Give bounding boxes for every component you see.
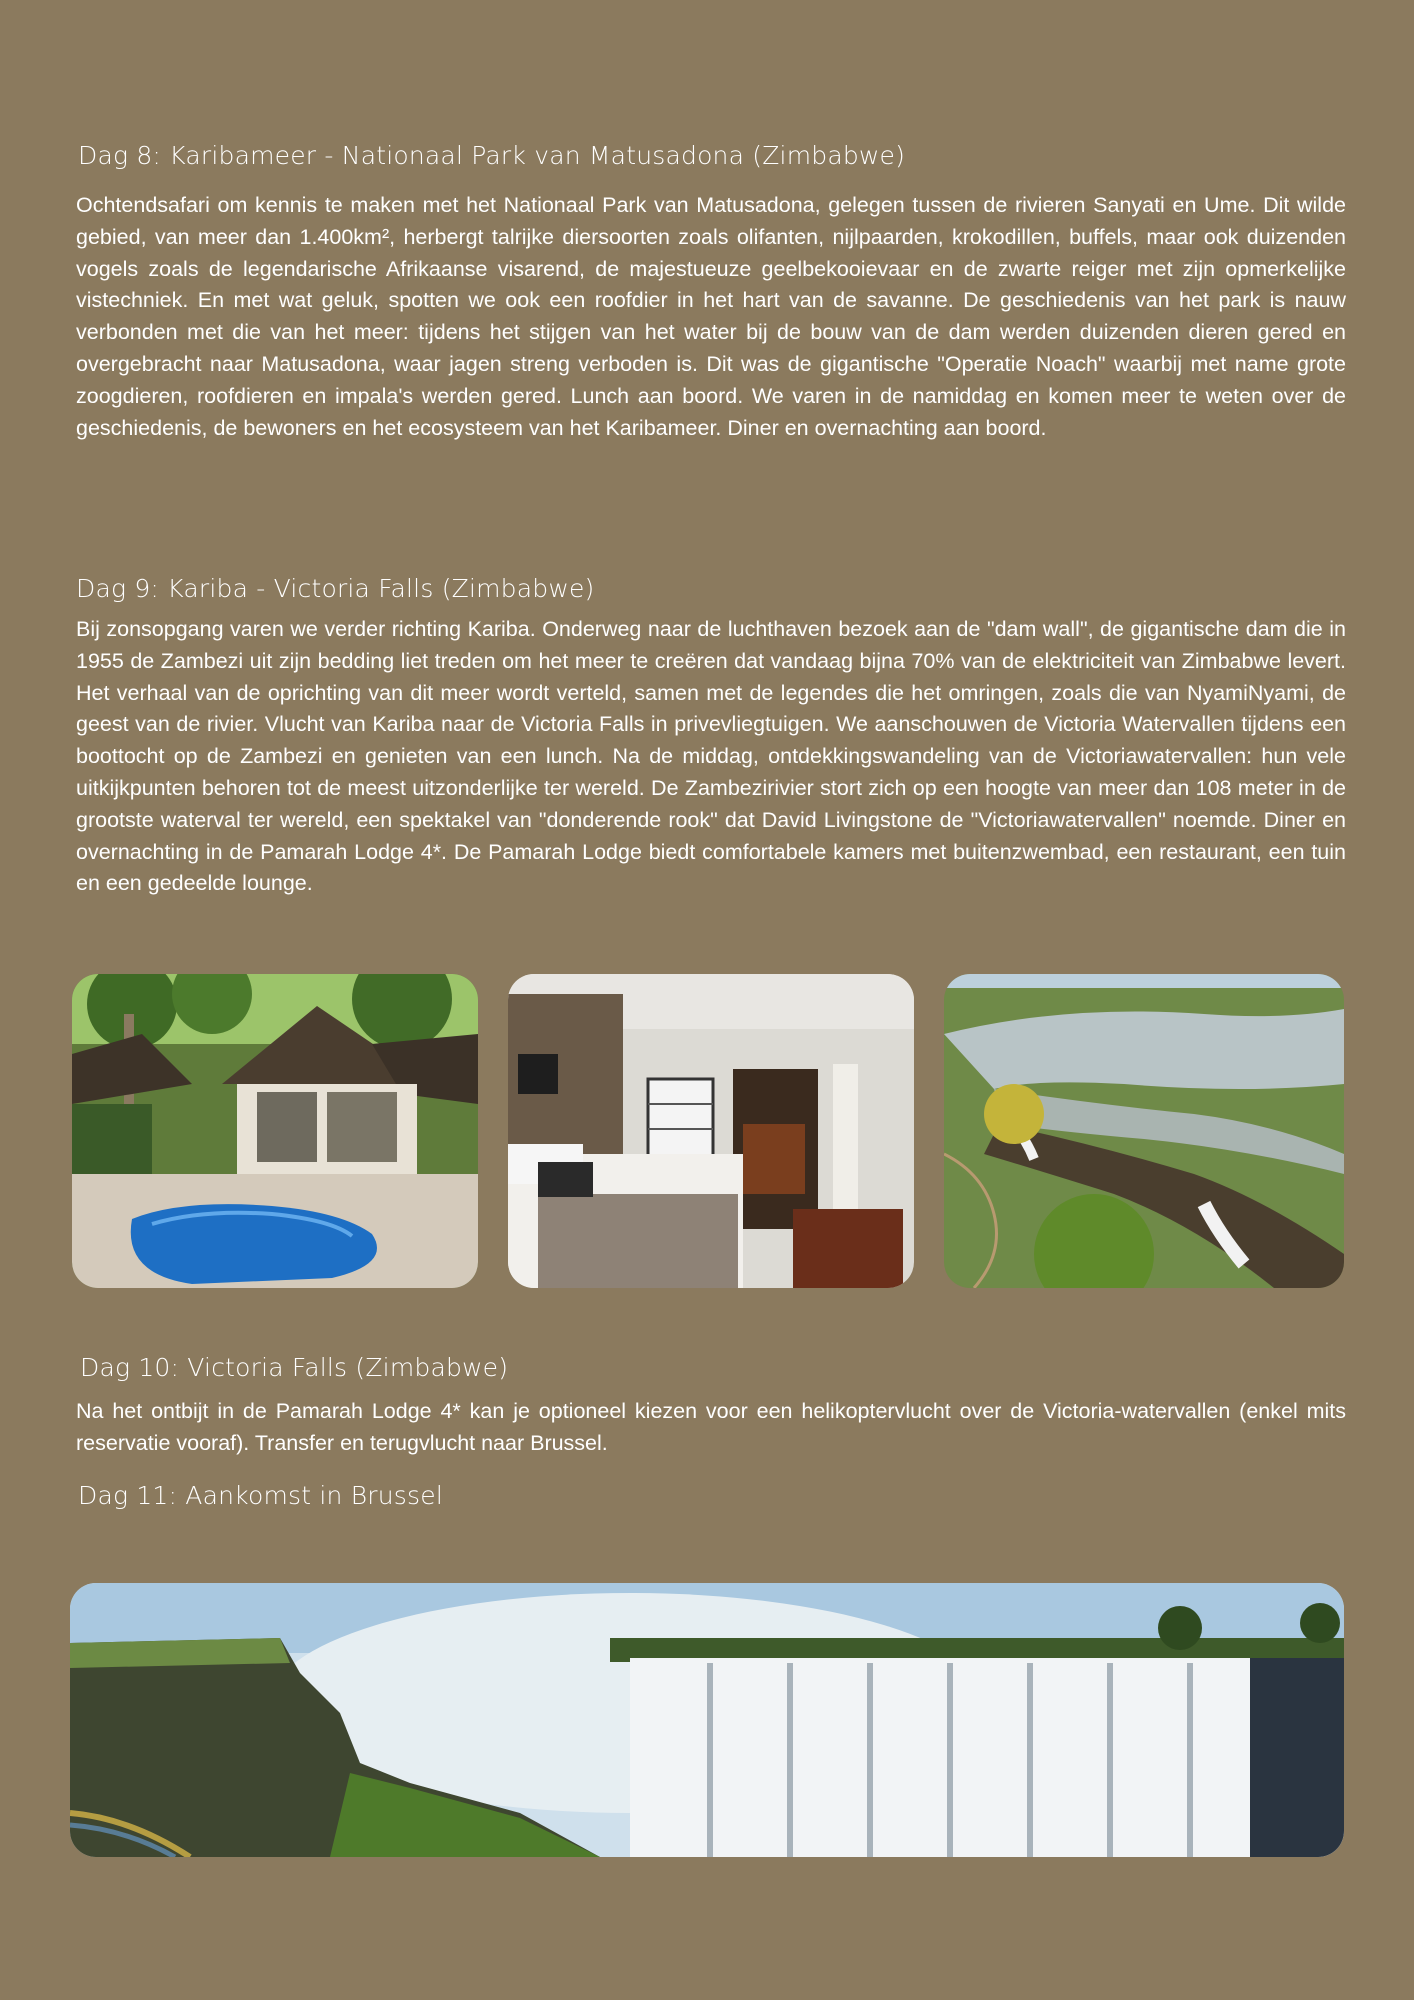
day-8-description: Ochtendsafari om kennis te maken met het Nationaal Park van Matusadona, gelegen tussen de rivieren Sanyati en Ume. Dit wilde gebied, van meer dan 1.400km², herbergt talrijke diersoorten zoals olifanten, nijlpaarden, krokodillen, buffels, maar ook duizenden vogels zoals de legendarische Afrikaanse visarend, de majestueuze geelbekooievaar en de zwarte reiger met zijn opmerkelijke vistechniek. En met wat geluk, spotten we ook een roofdier in het hart van de savanne. De geschiedenis van het park is nauw verbonden met die van het meer: tijdens het stijgen van het water bij de bouw van de dam werden duizenden dieren gered en overgebracht naar Matusadona, waar jagen streng verboden is. Dit was de gigantische "Operatie Noach" waarbij met name grote zoogdieren, roofdieren en impala's werden gered. Lunch aan boord. We varen in de namiddag en komen meer te weten over de geschiedenis, de bewoners en het ecosysteem van het Karibameer. Diner en overnachting aan boord. [76, 193, 1346, 440]
day-10-description: Na het ontbijt in de Pamarah Lodge 4* kan je optioneel kiezen voor een helikoptervlucht over de Victoria-watervallen (enkel mits reservatie vooraf). Transfer en terugvlucht naar Brussel. [76, 1399, 1346, 1455]
day-8-title: Dag 8: Karibameer - Nationaal Park van Matusadona (Zimbabwe) [78, 141, 906, 170]
day-10-title: Dag 10: Victoria Falls (Zimbabwe) [80, 1353, 509, 1382]
victoria-falls-aerial-photo [944, 974, 1344, 1288]
day-9-title: Dag 9: Kariba - Victoria Falls (Zimbabwe) [76, 574, 595, 603]
day-9-description: Bij zonsopgang varen we verder richting Kariba. Onderweg naar de luchthaven bezoek aan de "dam wall", de gigantische dam die in 1955 de Zambezi uit zijn bedding liet treden om het meer te creëren dat vandaag bijna 70% van de elektriciteit van Zimbabwe levert. Het verhaal van de oprichting van dit meer wordt verteld, samen met de legendes die het omringen, zoals die van NyamiNyami, de geest van de rivier. Vlucht van Kariba naar de Victoria Falls in privevliegtuigen. We aanschouwen de Victoria Watervallen tijdens een boottocht op de Zambezi en genieten van een lunch. Na de middag, ontdekkingswandeling van de Victoriawatervallen: hun vele uitkijkpunten behoren tot de meest uitzonderlijke ter wereld. De Zambezirivier stort zich op een hoogte van meer dan 108 meter in de grootste waterval ter wereld, een spektakel van "donderende rook" dat David Livingstone de "Victoriawatervallen" noemde. Diner en overnachting in de Pamarah Lodge 4*. De Pamarah Lodge biedt comfortabele kamers met buitenzwembad, een restaurant, een tuin en een gedeelde lounge. [76, 617, 1346, 896]
lodge-pool-photo [72, 974, 478, 1288]
victoria-falls-panorama-photo [70, 1583, 1344, 1857]
lodge-bedroom-photo [508, 974, 914, 1288]
day-11-title: Dag 11: Aankomst in Brussel [78, 1481, 443, 1510]
